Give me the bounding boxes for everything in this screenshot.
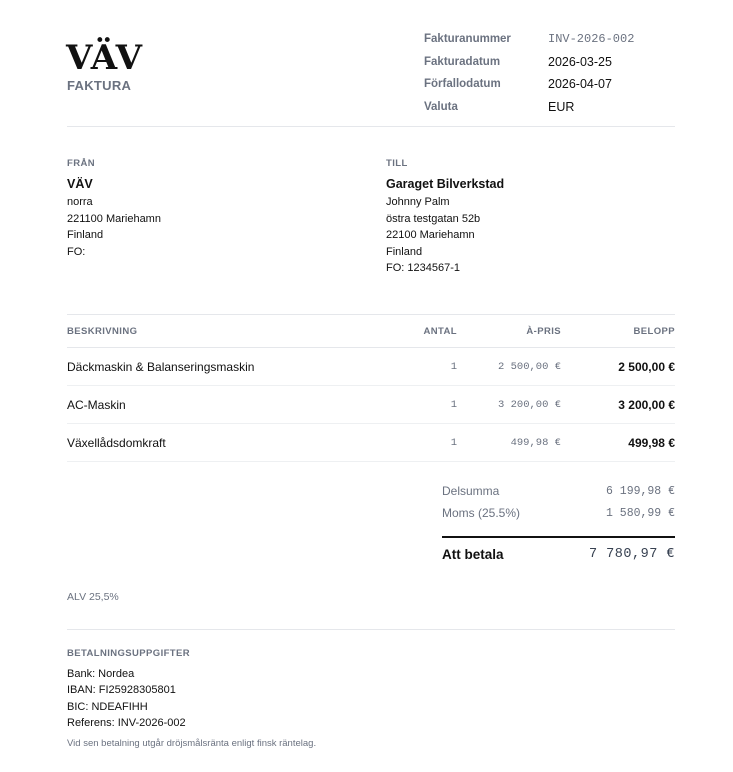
vat-label: Moms (25.5%) xyxy=(442,506,521,520)
table-row xyxy=(67,348,675,386)
from-line: norra xyxy=(67,196,93,208)
table-header xyxy=(67,314,675,348)
meta-row-due-date xyxy=(424,73,684,96)
row-quantity: 1 xyxy=(450,360,457,373)
payment-line: Referens: INV-2026-002 xyxy=(67,717,186,729)
header-divider xyxy=(67,126,675,127)
payment-line: BIC: NDEAFIHH xyxy=(67,700,148,713)
meta-label: Fakturadatum xyxy=(424,55,501,68)
meta-value: 2026-04-07 xyxy=(548,77,612,92)
vat-row xyxy=(442,502,675,524)
payment-line: IBAN: FI25928305801 xyxy=(67,684,176,696)
row-unit-price: 2 500,00 € xyxy=(497,360,561,373)
from-party xyxy=(67,156,347,260)
meta-value: INV-2026-002 xyxy=(548,32,635,47)
payment-label: BETALNINGSUPPGIFTER xyxy=(67,648,191,659)
payment-details xyxy=(67,646,467,732)
to-line: östra testgatan 52b xyxy=(386,212,481,225)
to-party xyxy=(386,156,666,277)
row-unit-price: 499,98 € xyxy=(510,436,561,449)
subtotal-value: 6 199,98 € xyxy=(605,484,675,498)
row-description: AC-Maskin xyxy=(67,397,126,412)
header-amount: BELOPP xyxy=(633,325,675,337)
row-amount: 3 200,00 € xyxy=(618,397,675,412)
totals-block xyxy=(442,480,675,570)
meta-label: Fakturanummer xyxy=(424,33,511,46)
row-description: Växellådsdomkraft xyxy=(67,435,166,450)
row-amount: 499,98 € xyxy=(628,435,675,450)
meta-row-invoice-number xyxy=(424,28,684,51)
header-description: BESKRIVNING xyxy=(67,325,138,337)
from-name: VÄV xyxy=(67,176,93,191)
row-quantity: 1 xyxy=(450,398,457,411)
row-amount: 2 500,00 € xyxy=(618,359,675,374)
subtotal-row xyxy=(442,480,675,502)
header-unit-price: À-PRIS xyxy=(526,325,561,337)
vat-note: ALV 25,5% xyxy=(67,591,119,603)
to-line: FO: 1234567-1 xyxy=(386,262,460,274)
from-label: FRÅN xyxy=(67,158,95,169)
to-line: Johnny Palm xyxy=(386,196,450,208)
from-line: FO: xyxy=(67,245,86,258)
row-description: Däckmaskin & Balanseringsmaskin xyxy=(67,359,255,374)
total-due-label: Att betala xyxy=(442,546,504,562)
meta-value: EUR xyxy=(548,99,575,114)
to-label: TILL xyxy=(386,158,408,169)
total-due-row xyxy=(442,536,675,570)
meta-label: Förfallodatum xyxy=(424,78,501,91)
table-row xyxy=(67,424,675,462)
invoice-meta xyxy=(424,28,684,118)
from-line: 221100 Mariehamn xyxy=(67,212,161,225)
row-unit-price: 3 200,00 € xyxy=(497,398,561,411)
row-quantity: 1 xyxy=(450,436,457,449)
line-items-table xyxy=(67,314,675,462)
to-name: Garaget Bilverkstad xyxy=(386,176,505,191)
from-line: Finland xyxy=(67,229,104,241)
meta-value: 2026-03-25 xyxy=(548,54,612,69)
company-logo: VÄV xyxy=(66,38,144,78)
meta-row-currency xyxy=(424,96,684,119)
meta-row-invoice-date xyxy=(424,51,684,74)
document-type: FAKTURA xyxy=(67,78,132,93)
meta-label: Valuta xyxy=(424,100,458,113)
table-row xyxy=(67,386,675,424)
vat-value: 1 580,99 € xyxy=(605,506,675,520)
to-line: Finland xyxy=(386,245,423,258)
payment-divider xyxy=(67,629,675,630)
to-line: 22100 Mariehamn xyxy=(386,229,475,241)
header-quantity: ANTAL xyxy=(423,325,457,337)
subtotal-label: Delsumma xyxy=(442,484,500,498)
late-payment-note: Vid sen betalning utgår dröjsmålsränta enligt finsk räntelag. xyxy=(67,738,317,749)
payment-line: Bank: Nordea xyxy=(67,667,135,680)
total-due-value: 7 780,97 € xyxy=(588,546,675,562)
